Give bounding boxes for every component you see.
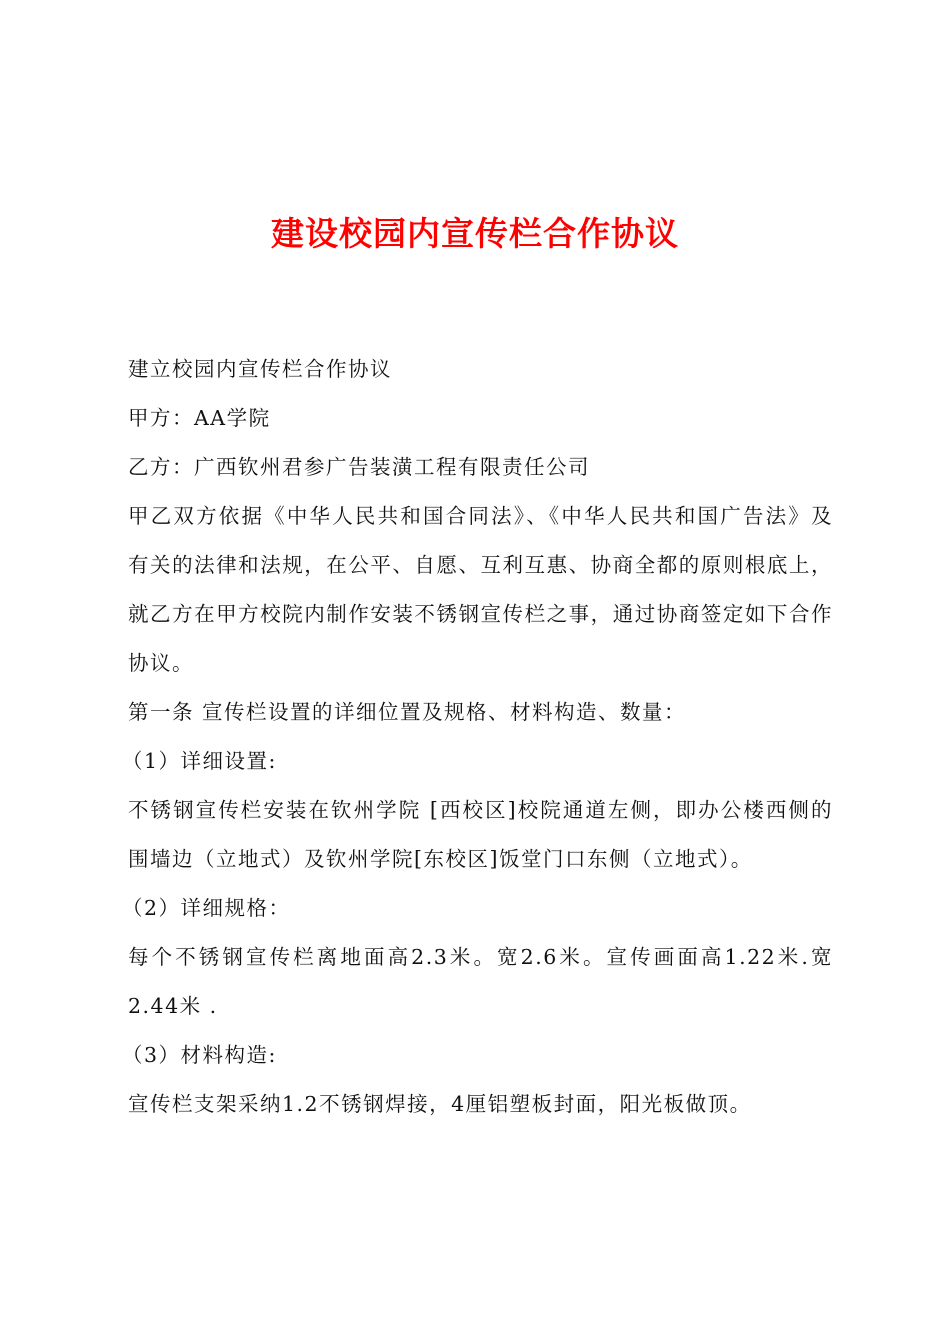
paragraph-heading: 建立校园内宣传栏合作协议 — [128, 357, 392, 381]
paragraph-article-one: 第一条 宣传栏设置的详细位置及规格、材料构造、数量： — [128, 700, 687, 724]
paragraph-specs: 每个不锈钢宣传栏离地面高2.3米。宽2.6米。宣传画面高1.22米.宽2.44米 . — [128, 945, 833, 1018]
paragraph-materials: 宣传栏支架采纳1.2不锈钢焊接，4厘铝塑板封面，阳光板做顶。 — [128, 1092, 752, 1116]
document-title: 建设校园内宣传栏合作协议 — [271, 214, 679, 253]
paragraph-party-a: 甲方：AA学院 — [128, 406, 271, 430]
paragraph-subheading-materials: （3）材料构造: — [122, 1043, 277, 1067]
paragraph-preamble: 甲乙双方依据《中华人民共和国合同法》、《中华人民共和国广告法》及有关的法律和法规，在公平、自愿、互利互惠、协商全都的原则根底上，就乙方在甲方校院内制作安装不锈钢宣传栏之事，通过协商签定如下合作协议。 — [128, 504, 833, 675]
paragraph-subheading-location: （1）详细设置: — [122, 749, 277, 773]
document-body — [122, 345, 833, 1129]
paragraph-subheading-specs: （2）详细规格： — [122, 896, 291, 920]
paragraph-party-b: 乙方：广西钦州君参广告装潢工程有限责任公司 — [128, 455, 590, 479]
paragraph-location: 不锈钢宣传栏安装在钦州学院 [西校区]校院通道左侧，即办公楼西侧的围墙边（立地式）及钦州学院[东校区]饭堂门口东侧（立地式）。 — [128, 798, 833, 871]
